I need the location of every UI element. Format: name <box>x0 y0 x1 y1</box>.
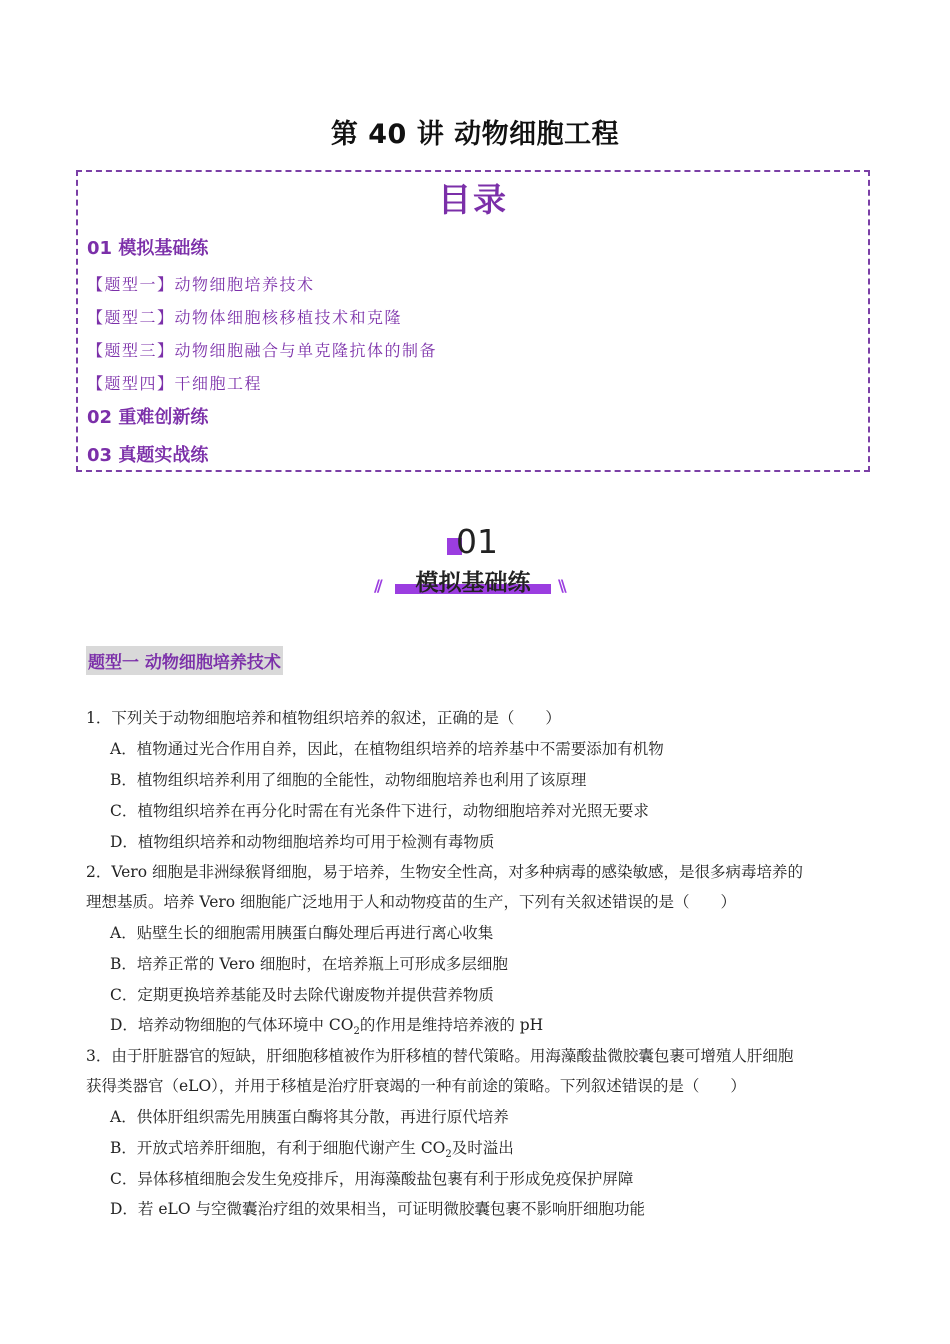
question-2-option-d-text: D．培养动物细胞的气体环境中 CO <box>110 1016 354 1034</box>
question-2-option-d-subscript: 2 <box>353 1026 360 1038</box>
badge-right-slash: \\ <box>558 576 564 595</box>
toc-item-type-4[interactable]: 【题型四】干细胞工程 <box>87 374 263 393</box>
badge-number: 01 <box>456 522 498 561</box>
question-3-option-c: C．异体移植细胞会发生免疫排斥，用海藻酸盐包裹有利于形成免疫保护屏障 <box>110 1170 634 1188</box>
badge-label: 模拟基础练 <box>415 570 531 596</box>
toc-item-type-2[interactable]: 【题型二】动物体细胞核移植技术和克隆 <box>87 308 403 327</box>
question-1-option-b: B．植物组织培养利用了细胞的全能性，动物细胞培养也利用了该原理 <box>110 771 587 789</box>
question-2-option-c: C．定期更换培养基能及时去除代谢废物并提供营养物质 <box>110 986 494 1004</box>
table-of-contents <box>76 170 870 472</box>
question-3-option-b-subscript: 2 <box>445 1149 452 1161</box>
toc-item-type-1[interactable]: 【题型一】动物细胞培养技术 <box>87 275 315 294</box>
type-heading: 题型一 动物细胞培养技术 <box>86 646 283 675</box>
question-2-stem-line-2: 理想基质。培养 Vero 细胞能广泛地用于人和动物疫苗的生产，下列有关叙述错误的是（ ） <box>86 893 737 911</box>
question-3-option-a: A．供体肝组织需先用胰蛋白酶将其分散，再进行原代培养 <box>110 1108 509 1126</box>
question-2-option-d <box>110 1013 543 1037</box>
question-3-option-b <box>110 1136 514 1160</box>
question-2-option-d-text-end: 的作用是维持培养液的 pH <box>359 1016 544 1034</box>
toc-section-02[interactable]: 02 重难创新练 <box>87 407 209 428</box>
question-2-option-b: B．培养正常的 Vero 细胞时，在培养瓶上可形成多层细胞 <box>110 955 508 973</box>
toc-section-03[interactable]: 03 真题实战练 <box>87 445 209 466</box>
question-1-option-d: D．植物组织培养和动物细胞培养均可用于检测有毒物质 <box>110 833 495 851</box>
page-title: 第 40 讲 动物细胞工程 <box>330 119 620 150</box>
question-2-option-a: A．贴壁生长的细胞需用胰蛋白酶处理后再进行离心收集 <box>110 924 494 942</box>
question-1-option-c: C．植物组织培养在再分化时需在有光条件下进行，动物细胞培养对光照无要求 <box>110 802 649 820</box>
toc-section-01[interactable]: 01 模拟基础练 <box>87 238 209 259</box>
question-1-option-a: A．植物通过光合作用自养，因此，在植物组织培养的培养基中不需要添加有机物 <box>110 740 664 758</box>
badge-left-slash: // <box>374 576 380 595</box>
question-1-stem: 1．下列关于动物细胞培养和植物组织培养的叙述，正确的是（ ） <box>86 709 561 727</box>
toc-item-type-3[interactable]: 【题型三】动物细胞融合与单克隆抗体的制备 <box>87 341 438 360</box>
question-3-option-b-text-end: 及时溢出 <box>451 1139 514 1157</box>
question-3-stem-line-2: 获得类器官（eLO），并用于移植是治疗肝衰竭的一种有前途的策略。下列叙述错误的是（ ） <box>86 1077 746 1095</box>
question-3-stem-line-1: 3．由于肝脏器官的短缺，肝细胞移植被作为肝移植的替代策略。用海藻酸盐微胶囊包裹可增殖人肝细胞 <box>86 1047 794 1065</box>
question-2-stem-line-1: 2．Vero 细胞是非洲绿猴肾细胞，易于培养，生物安全性高，对多种病毒的感染敏感，是很多病毒培养的 <box>86 863 803 881</box>
question-3-option-d: D．若 eLO 与空微囊治疗组的效果相当，可证明微胶囊包裹不影响肝细胞功能 <box>110 1200 645 1218</box>
section-badge <box>370 518 580 603</box>
toc-heading: 目录 <box>438 180 508 219</box>
question-3-option-b-text: B．开放式培养肝细胞，有利于细胞代谢产生 CO <box>110 1139 446 1157</box>
